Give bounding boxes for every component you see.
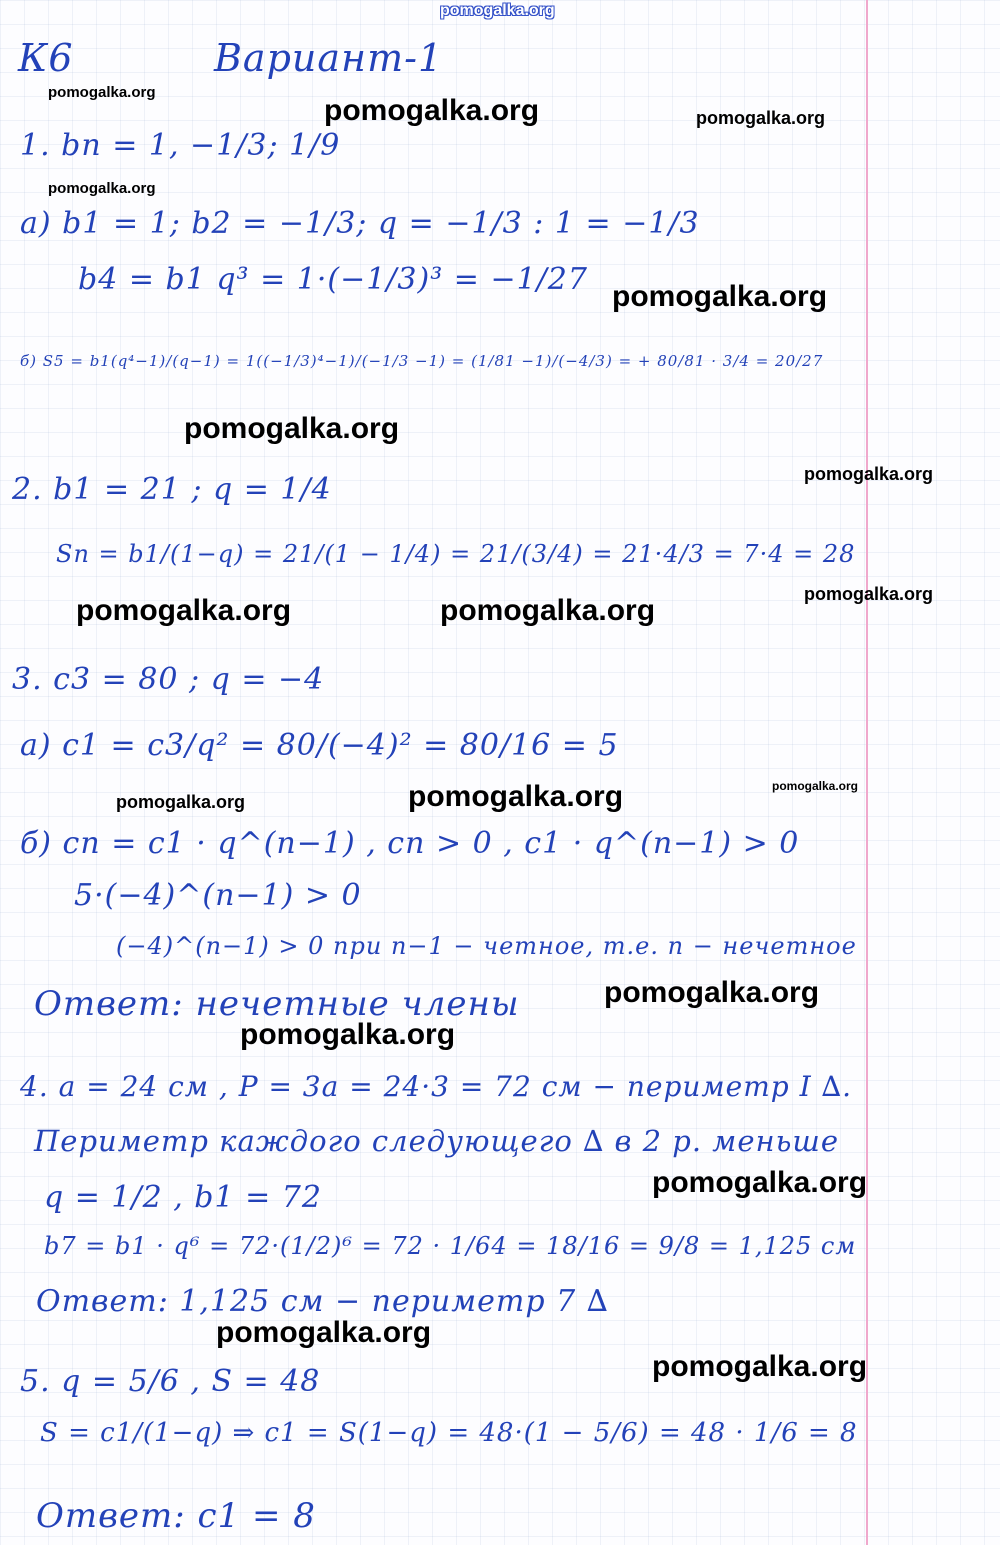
watermark: pomogalka.org (324, 94, 540, 127)
task-4-seventh-term: b7 = b1 · q⁶ = 72·(1/2)⁶ = 72 · 1/64 = 18/16 = 9/8 = 1,125 см (44, 1232, 857, 1260)
watermark: pomogalka.org (240, 1018, 456, 1051)
watermark: pomogalka.org (652, 1166, 868, 1199)
watermark: pomogalka.org (804, 464, 934, 484)
task-1b-sum: б) S5 = b1(q⁴−1)/(q−1) = 1((−1/3)⁴−1)/(−1/3 −1) = (1/81 −1)/(−4/3) = + 80/81 · 3/4 = 20/27 (20, 352, 824, 370)
task-4-perimeter: 4. a = 24 см , P = 3a = 24·3 = 72 см − периметр I ∆. (20, 1070, 852, 1103)
margin-line (866, 0, 868, 1545)
task-5-first-term: S = c1/(1−q) ⇒ c1 = S(1−q) = 48·(1 − 5/6) = 48 · 1/6 = 8 (40, 1418, 858, 1448)
watermark: pomogalka.org (48, 180, 156, 197)
watermark: pomogalka.org (216, 1316, 432, 1349)
watermark: pomogalka.org (772, 779, 859, 793)
task-2-given: 2. b1 = 21 ; q = 1/4 (12, 472, 332, 507)
task-3-answer: Ответ: нечетные члены (34, 984, 520, 1024)
task-5-given: 5. q = 5/6 , S = 48 (20, 1364, 321, 1399)
task-1a-ratio: а) b1 = 1; b2 = −1/3; q = −1/3 : 1 = −1/3 (20, 206, 700, 241)
watermark: pomogalka.org (440, 2, 555, 19)
watermark: pomogalka.org (612, 280, 828, 313)
watermark: pomogalka.org (184, 412, 400, 445)
task-4-given: q = 1/2 , b1 = 72 (44, 1180, 322, 1215)
task-3b-parity: (−4)^(n−1) > 0 при n−1 − четное, т.е. n − нечетное (116, 932, 857, 960)
task-3b-condition: б) cn = c1 · q^(n−1) , cn > 0 , c1 · q^(n−1) > 0 (20, 826, 800, 861)
watermark: pomogalka.org (408, 780, 624, 813)
task-1-sequence: 1. bn = 1, −1/3; 1/9 (20, 128, 341, 163)
variant-title: Вариант-1 (214, 36, 444, 80)
task-4-answer: Ответ: 1,125 см − периметр 7 ∆ (36, 1284, 609, 1319)
watermark: pomogalka.org (76, 594, 292, 627)
test-code: К6 (18, 36, 74, 80)
task-3b-inequality: 5·(−4)^(n−1) > 0 (74, 878, 362, 913)
task-3-given: 3. c3 = 80 ; q = −4 (12, 662, 325, 697)
watermark: pomogalka.org (440, 594, 656, 627)
watermark: pomogalka.org (604, 976, 820, 1009)
task-2-sum: Sn = b1/(1−q) = 21/(1 − 1/4) = 21/(3/4) = 21·4/3 = 7·4 = 28 (56, 540, 856, 568)
task-3a-first-term: а) c1 = c3/q² = 80/(−4)² = 80/16 = 5 (20, 728, 619, 763)
task-5-answer: Ответ: c1 = 8 (36, 1496, 316, 1536)
task-1a-fourth-term: b4 = b1 q³ = 1·(−1/3)³ = −1/27 (78, 262, 588, 297)
watermark: pomogalka.org (652, 1350, 868, 1383)
watermark: pomogalka.org (696, 108, 826, 128)
watermark: pomogalka.org (804, 584, 934, 604)
watermark: pomogalka.org (116, 792, 246, 812)
task-4-statement: Периметр каждого следующего ∆ в 2 р. меньше (34, 1124, 840, 1158)
watermark: pomogalka.org (48, 84, 156, 101)
